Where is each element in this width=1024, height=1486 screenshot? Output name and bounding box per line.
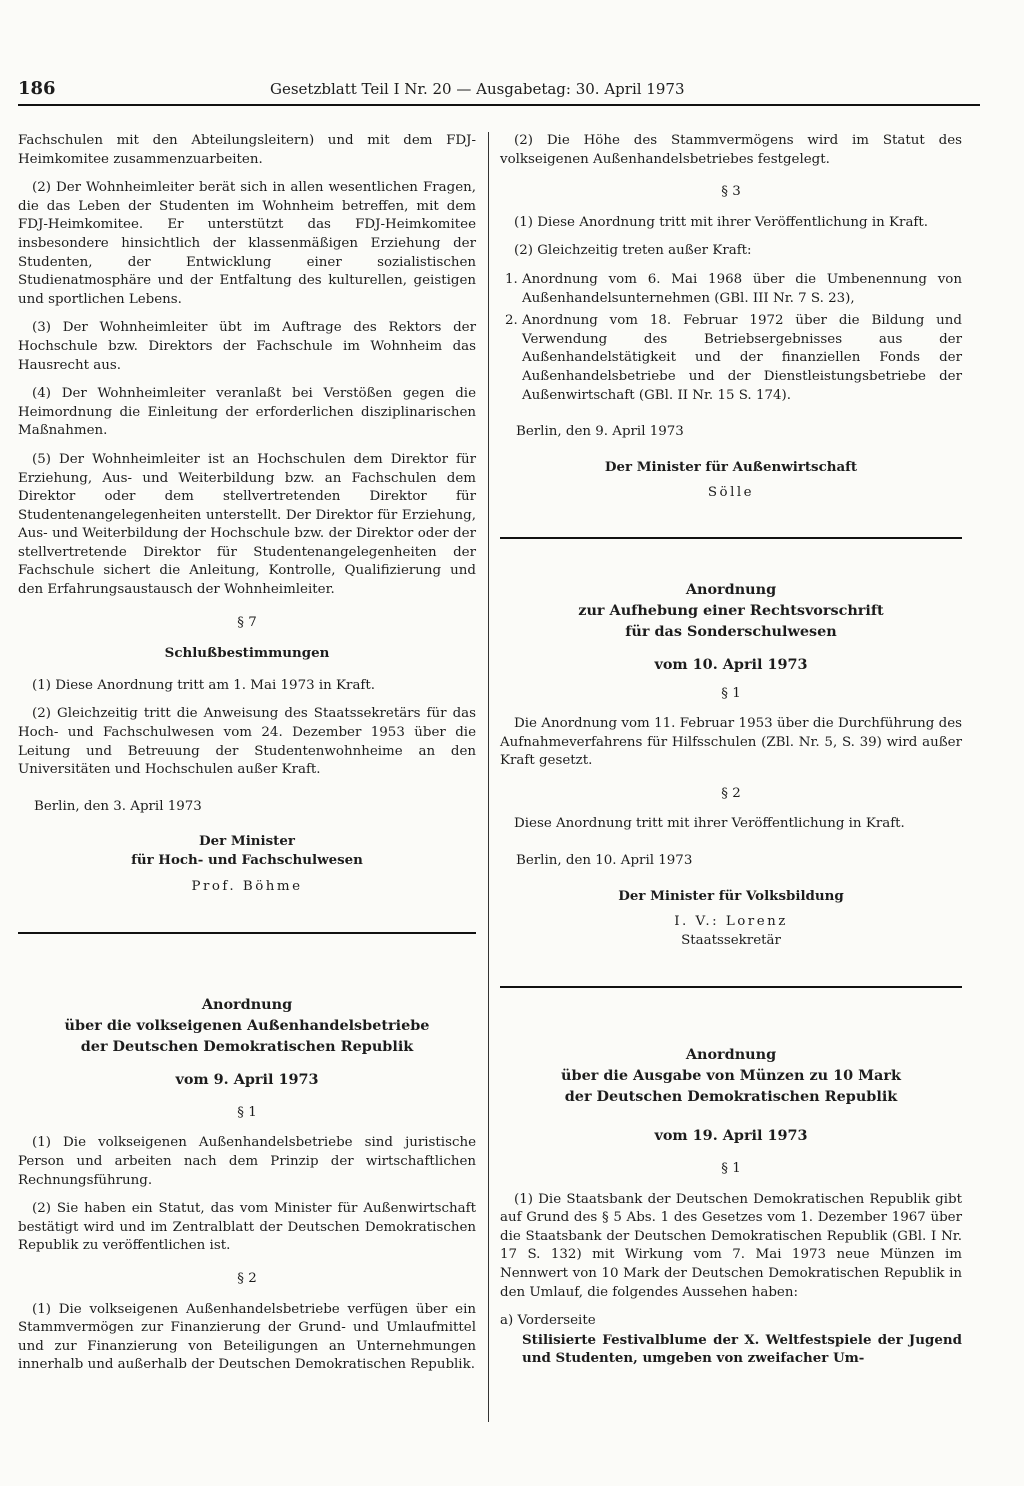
place-date: Berlin, den 3. April 1973 [34,798,202,814]
signature-role: Staatssekretär [681,932,781,948]
signature: Prof. Böhme [191,878,303,894]
ordinance-title-2: über die Ausgabe von Münzen zu 10 Mark [561,1067,901,1085]
section-2-heading: § 2 [721,785,741,801]
ordinance-date: vom 19. April 1973 [654,1127,808,1145]
section-1-heading: § 1 [721,1161,741,1177]
paragraph-3-2: (2) Gleichzeitig treten außer Kraft: [514,243,752,259]
item-a-label: a) Vorderseite [500,1313,596,1329]
list-item: 1. Anordnung vom 6. Mai 1968 über die Umbenennung von Außenhandelsunternehmen (GBl. III Nr. 7 S. 23), [522,271,962,308]
paragraph-6-5: (5) Der Wohnheimleiter ist an Hochschulen dem Direktor für Erziehung, Aus- und Weiterbildung bzw. an Fachschulen dem Direktor oder dem stellvertretenden Direktor für Studentenangelegenheiten unterstellt. Der Direktor für Erziehung, Aus- und Weiterbildung der Hochschule bzw. der Direktor oder der stellvertretende Direktor für Studentenangelegenheiten der Fachschule sichert die Anleitung, Kontrolle, Qualifizierung und den Erfahrungsaustausch der Wohnheimleiter. [18,451,476,598]
section-divider [18,932,476,934]
list-item: 2. Anordnung vom 18. Februar 1972 über die Bildung und Verwendung des Betriebsergebnisses aus der Außenhandelstätigkeit und der finanziellen Fonds der Außenhandelsbetriebe und der Dienstleistungsbetriebe der Außenwirtschaft (GBl. II Nr. 15 S. 174). [522,312,962,405]
paragraph-1-2: (2) Sie haben ein Statut, das vom Minister für Außenwirtschaft bestätigt wird und im Zentralblatt der Deutschen Demokratischen Republik zu veröffentlichen ist. [18,1201,476,1254]
authority-line: Der Minister für Volksbildung [618,887,844,904]
paragraph-2: Diese Anordnung tritt mit ihrer Veröffentlichung in Kraft. [514,816,905,832]
ordinance-title-3: der Deutschen Demokratischen Republik [80,1038,414,1056]
paragraph-6-4: (4) Der Wohnheimleiter veranlaßt bei Verstößen gegen die Heimordnung die Einleitung der erforderlichen disziplinarischen Maßnahmen. [18,386,476,439]
page-number: 186 [18,78,56,99]
repealed-list [500,271,962,405]
column-divider [488,132,489,1422]
paragraph-6-2: (2) Der Wohnheimleiter berät sich in allen wesentlichen Fragen, die das Leben der Studenten im Wohnheim betreffen, mit dem FDJ-Heimkomitee. Er unterstützt das FDJ-Heimkomitee insbesondere hinsichtlich der klassenmäßigen Erziehung der Studenten, der Entwicklung einer sozialistischen Studienatmosphäre und der Entfaltung des kulturellen, geistigen und sportlichen Lebens. [18,180,476,307]
header-rule [18,104,980,106]
ordinance-title-3: für das Sonderschulwesen [625,622,837,640]
section-2-heading: § 2 [237,1270,257,1286]
left-column [18,132,476,1385]
signature: Sölle [707,485,755,501]
page-header [18,78,980,102]
section-7-heading: § 7 [237,614,257,630]
section-divider [500,537,962,539]
authority-line: Der Minister für Außenwirtschaft [604,458,858,475]
paragraph-6-3: (3) Der Wohnheimleiter übt im Auftrage des Rektors der Hochschule bzw. Direktors der Fachschule im Wohnheim das Hausrecht aus. [18,320,476,373]
ordinance-title-2: über die volkseigenen Außenhandelsbetriebe [64,1017,430,1035]
paragraph-continuation: Fachschulen mit den Abteilungsleitern) und mit dem FDJ-Heimkomitee zusammenzuarbeiten. [18,133,476,167]
paragraph-7-2: (2) Gleichzeitig tritt die Anweisung des Staatssekretärs für das Hoch- und Fachschulwesen vom 24. Dezember 1953 über die Leitung und Betreuung der Studentenwohnheime an den Universitäten und Hochschulen außer Kraft. [18,706,476,778]
paragraph-1-1: (1) Die Staatsbank der Deutschen Demokratischen Republik gibt auf Grund des § 5 Abs. 1 des Gesetzes vom 1. Dezember 1967 über die Staatsbank der Deutschen Demokratischen Republik (GBl. I Nr. 17 S. 132) mit Wirkung vom 7. Mai 1973 neue Münzen im Nennwert von 10 Mark der Deutschen Demokratischen Republik in den Umlauf, die folgendes Aussehen haben: [500,1191,962,1300]
right-column [500,132,962,1368]
running-title: Gesetzblatt Teil I Nr. 20 — Ausgabetag: 30. April 1973 [270,80,685,98]
place-date: Berlin, den 9. April 1973 [516,424,684,440]
section-1-heading: § 1 [721,685,741,701]
ordinance-title-2: zur Aufhebung einer Rechtsvorschrift [578,601,884,619]
ordinance-date: vom 10. April 1973 [654,655,808,673]
section-3-heading: § 3 [721,184,741,200]
ordinance-title-1: Anordnung [685,580,777,598]
section-7-title: Schlußbestimmungen [164,645,330,662]
section-1-heading: § 1 [237,1104,257,1120]
paragraph-1-1: (1) Die volkseigenen Außenhandelsbetriebe sind juristische Person und arbeiten nach dem Prinzip der wirtschaftlichen Rechnungsführung. [18,1135,476,1188]
item-a-text: Stilisierte Festivalblume der X. Weltfestspiele der Jugend und Studenten, umgeben von zweifacher Um- [522,1331,962,1367]
ordinance-title-1: Anordnung [201,996,293,1014]
ordinance-title-3: der Deutschen Demokratischen Republik [564,1088,898,1106]
paragraph-2-2: (2) Die Höhe des Stammvermögens wird im Statut des volkseigenen Außenhandelsbetriebes festgelegt. [500,133,962,167]
paragraph-1: Die Anordnung vom 11. Februar 1953 über die Durchführung des Aufnahmeverfahrens für Hilfsschulen (ZBl. Nr. 5, S. 39) wird außer Kraft gesetzt. [500,716,962,769]
ordinance-title-1: Anordnung [685,1046,777,1064]
authority-line-1: Der Minister [199,833,295,850]
place-date: Berlin, den 10. April 1973 [516,853,693,869]
paragraph-3-1: (1) Diese Anordnung tritt mit ihrer Veröffentlichung in Kraft. [514,214,929,230]
authority-line-2: für Hoch- und Fachschulwesen [131,852,363,868]
section-divider [500,986,962,988]
appearance-list [500,1312,962,1368]
ordinance-date: vom 9. April 1973 [175,1071,319,1089]
signature: I. V.: Lorenz [674,914,788,930]
paragraph-2-1: (1) Die volkseigenen Außenhandelsbetriebe verfügen über ein Stammvermögen zur Finanzierung der Grund- und Umlaufmittel und zur Finanzierung von Beteiligungen an Unternehmungen innerhalb und außerhalb der Deutschen Demokratischen Republik. [18,1301,476,1373]
paragraph-7-1: (1) Diese Anordnung tritt am 1. Mai 1973 in Kraft. [32,677,376,693]
